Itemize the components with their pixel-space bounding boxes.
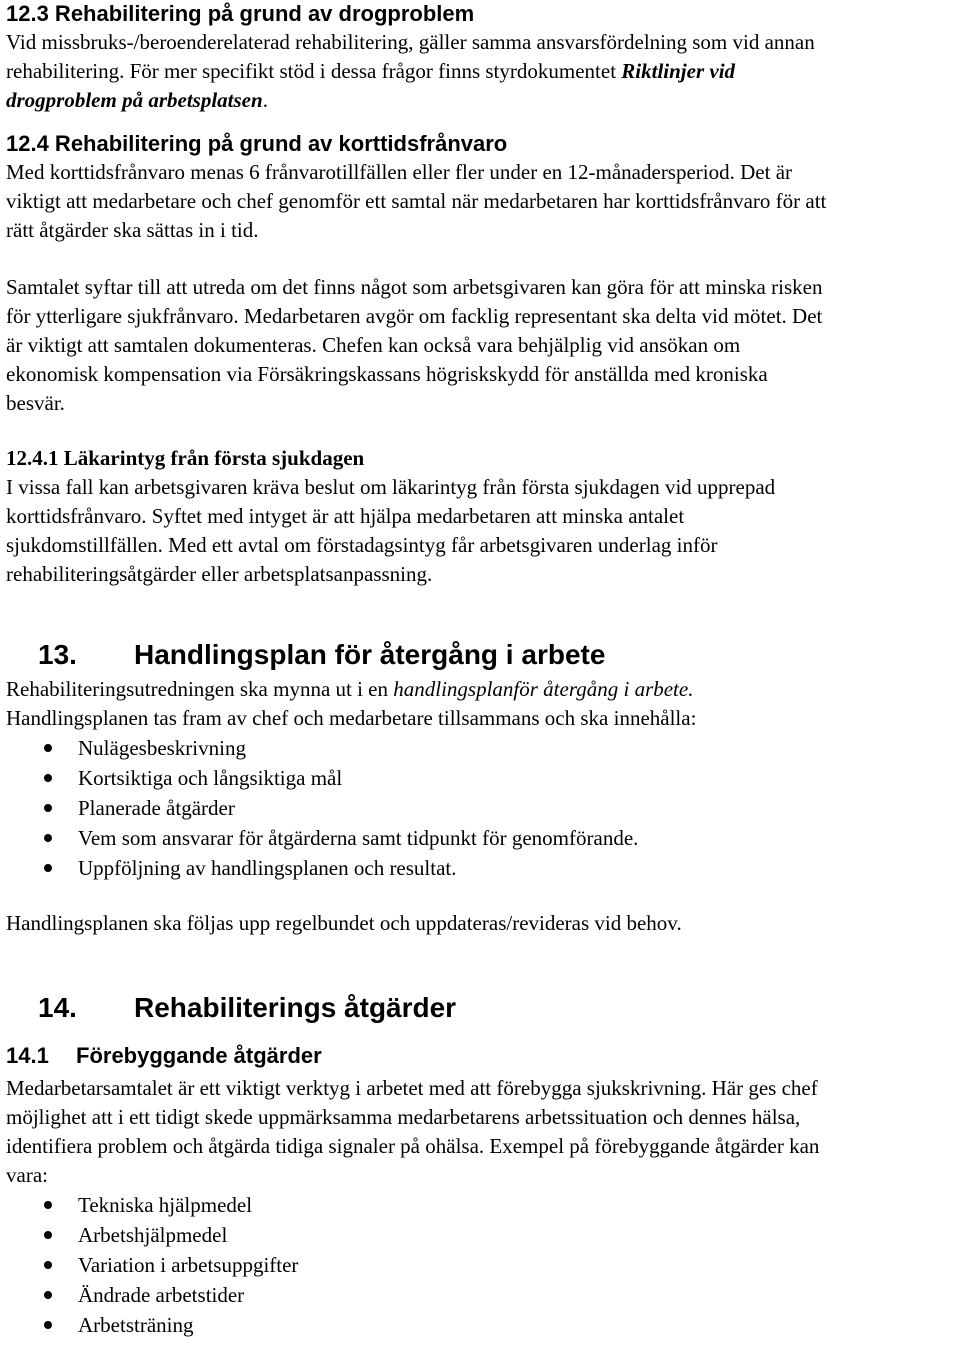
section-13-list [6, 733, 954, 883]
section-14-1-line-4: vara: [6, 1163, 48, 1187]
list-item [6, 793, 954, 823]
section-14-1-list [6, 1190, 954, 1340]
section-12-4-p2-line-5: besvär. [6, 391, 65, 415]
section-14-heading [6, 990, 954, 1026]
list-item-text: Nulägesbeskrivning [78, 736, 246, 760]
section-12-4-p2-line-3: är viktigt att samtalen dokumenteras. Chefen kan också vara behjälplig vid ansökan om [6, 333, 741, 357]
bullet-icon [44, 744, 52, 752]
bullet-icon [44, 1291, 52, 1299]
section-14-number: 14. [38, 992, 77, 1023]
list-item [6, 823, 954, 853]
section-13-number: 13. [38, 639, 77, 670]
bullet-icon [44, 1231, 52, 1239]
section-12-4-p1-line-3: rätt åtgärder ska sättas in i tid. [6, 218, 259, 242]
list-item [6, 853, 954, 883]
list-item-text: Variation i arbetsuppgifter [78, 1253, 299, 1277]
section-13-title: Handlingsplan för återgång i arbete [134, 639, 606, 670]
bullet-icon [44, 1321, 52, 1329]
list-item-text: Arbetsträning [78, 1313, 194, 1337]
section-12-3-line-2-text: rehabilitering. För mer specifikt stöd i dessa frågor finns styrdokumentet [6, 59, 622, 83]
section-12-4-p2-line-2: för ytterligare sjukfrånvaro. Medarbetaren avgör om facklig representant ska delta vid mötet. Det [6, 304, 823, 328]
section-13-intro-italic: handlingsplanför återgång i arbete. [393, 677, 694, 701]
list-item-text: Arbetshjälpmedel [78, 1223, 228, 1247]
bullet-icon [44, 864, 52, 872]
section-14-1-number: 14.1 [6, 1043, 49, 1068]
section-12-4-p1-line-1: Med korttidsfrånvaro menas 6 frånvarotillfällen eller fler under en 12-månadersperiod. Det är [6, 160, 793, 184]
list-item-text: Uppföljning av handlingsplanen och resultat. [78, 856, 457, 880]
section-12-3-reference-b: drogproblem på arbetsplatsen [6, 88, 263, 112]
section-12-4-heading: 12.4 Rehabilitering på grund av korttidsfrånvaro [6, 131, 508, 156]
section-12-4-1-line-1: I vissa fall kan arbetsgivaren kräva beslut om läkarintyg från första sjukdagen vid upprepad [6, 475, 776, 499]
section-12-3-heading: 12.3 Rehabilitering på grund av drogproblem [6, 1, 475, 26]
section-13-intro-line-1 [6, 675, 954, 704]
section-12-3-line-2 [6, 57, 954, 86]
section-12-4-p2-line-1: Samtalet syftar till att utreda om det finns något som arbetsgivaren kan göra för att minska risken [6, 275, 823, 299]
list-item-text: Vem som ansvarar för åtgärderna samt tidpunkt för genomförande. [78, 826, 639, 850]
section-12-4-1-line-2: korttidsfrånvaro. Syftet med intyget är att hjälpa medarbetaren att minska antalet [6, 504, 685, 528]
list-item-text: Tekniska hjälpmedel [78, 1193, 253, 1217]
section-12-4-p2-line-4: ekonomisk kompensation via Försäkringskassans högriskskydd för anställda med kroniska [6, 362, 768, 386]
list-item [6, 763, 954, 793]
section-12-4-1-line-3: sjukdomstillfällen. Med ett avtal om förstadagsintyg får arbetsgivaren underlag inför [6, 533, 718, 557]
section-13-heading [6, 637, 954, 673]
list-item-text: Planerade åtgärder [78, 796, 235, 820]
bullet-icon [44, 1201, 52, 1209]
list-item [6, 1220, 954, 1250]
section-14-1-heading [6, 1042, 954, 1070]
list-item-text: Kortsiktiga och långsiktiga mål [78, 766, 343, 790]
bullet-icon [44, 1261, 52, 1269]
section-14-1-title: Förebyggande åtgärder [76, 1043, 322, 1068]
list-item [6, 1280, 954, 1310]
section-13-followup: Handlingsplanen ska följas upp regelbundet och uppdateras/revideras vid behov. [6, 911, 682, 935]
section-12-3-line-1: Vid missbruks-/beroenderelaterad rehabilitering, gäller samma ansvarsfördelning som vid annan [6, 30, 815, 54]
section-13-intro-text: Rehabiliteringsutredningen ska mynna ut i en [6, 677, 394, 701]
section-12-3-line-3 [6, 86, 954, 115]
section-12-4-p1-line-2: viktigt att medarbetare och chef genomför ett samtal när medarbetaren har korttidsfrånvaro för att [6, 189, 827, 213]
section-14-title: Rehabiliterings åtgärder [134, 992, 457, 1023]
section-14-1-line-3: identifiera problem och åtgärda tidiga signaler på ohälsa. Exempel på förebyggande åtgärder kan [6, 1134, 820, 1158]
list-item [6, 1250, 954, 1280]
list-item [6, 1190, 954, 1220]
section-14-1-line-1: Medarbetarsamtalet är ett viktigt verktyg i arbetet med att förebygga sjukskrivning. Här ges chef [6, 1076, 818, 1100]
section-12-4-1-heading: 12.4.1 Läkarintyg från första sjukdagen [6, 446, 365, 470]
bullet-icon [44, 834, 52, 842]
section-14-1-line-2: möjlighet att i ett tidigt skede uppmärksamma medarbetarens arbetssituation och dennes hälsa, [6, 1105, 801, 1129]
section-12-3-reference-end: . [262, 88, 268, 112]
bullet-icon [44, 774, 52, 782]
section-12-3-reference-a: Riktlinjer vid [621, 59, 736, 83]
list-item [6, 1310, 954, 1340]
list-item [6, 733, 954, 763]
list-item-text: Ändrade arbetstider [78, 1283, 245, 1307]
section-13-intro-line-2: Handlingsplanen tas fram av chef och medarbetare tillsammans och ska innehålla: [6, 706, 697, 730]
bullet-icon [44, 804, 52, 812]
section-12-4-1-line-4: rehabiliteringsåtgärder eller arbetsplatsanpassning. [6, 562, 433, 586]
